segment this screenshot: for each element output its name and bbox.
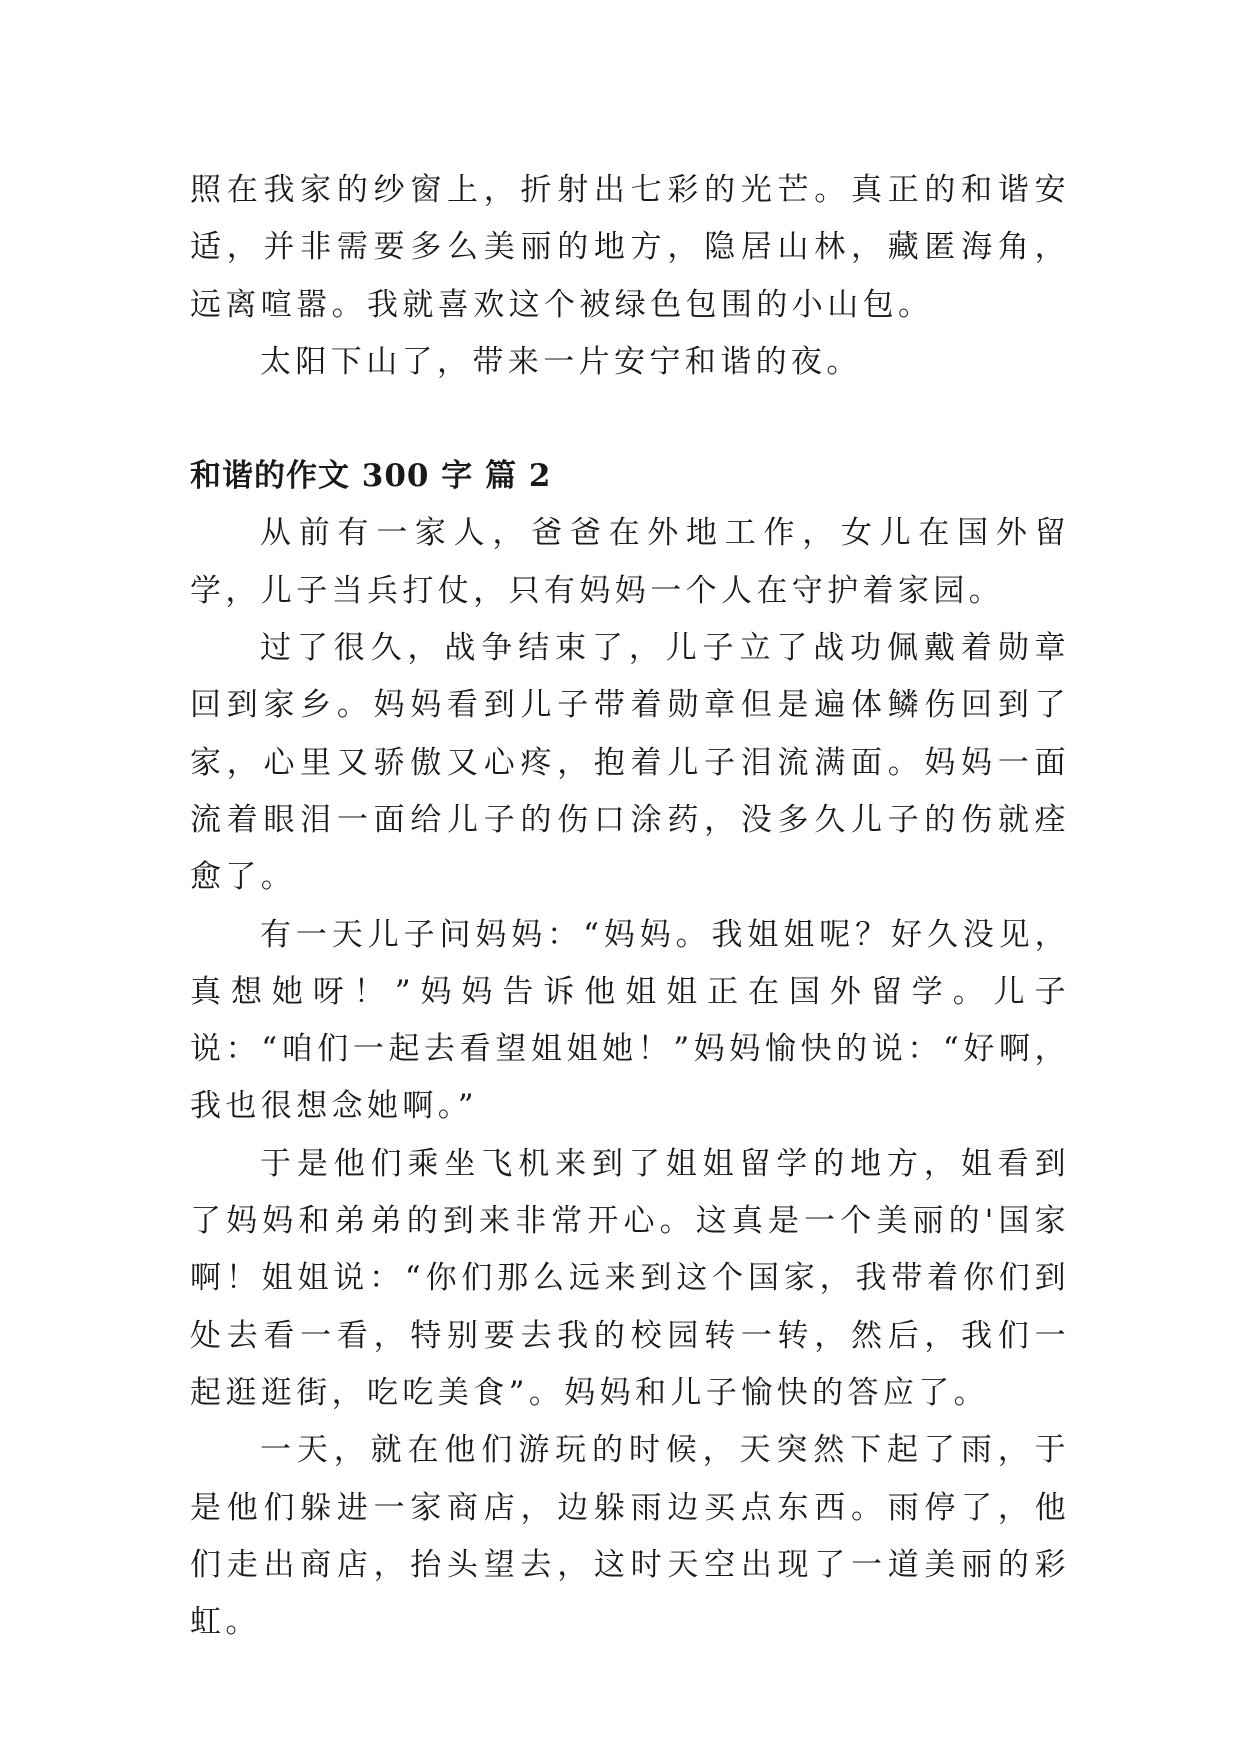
paragraph: 过了很久，战争结束了，儿子立了战功佩戴着勋章回到家乡。妈妈看到儿子带着勋章但是遍体鳞伤回到了家，心里又骄傲又心疼，抱着儿子泪流满面。妈妈一面流着眼泪一面给儿子的伤口涂药，没多久儿子的伤就痊愈了。 (190, 630, 1070, 896)
section-gap (190, 391, 1070, 448)
paragraph: 从前有一家人，爸爸在外地工作，女儿在国外留学，儿子当兵打仗，只有妈妈一个人在守护着家园。 (190, 515, 1070, 609)
paragraph: 于是他们乘坐飞机来到了姐姐留学的地方，姐看到了妈妈和弟弟的到来非常开心。这真是一个美丽的'国家啊！姐姐说：“你们那么远来到这个国家，我带着你们到处去看一看，特别要去我的校园转一转，然后，我们一起逛逛街，吃吃美食”。妈妈和儿子愉快的答应了。 (190, 1145, 1070, 1411)
section-heading: 和谐的作文 300 字 篇 2 (190, 458, 552, 495)
paragraph: 有一天儿子问妈妈：“妈妈。我姐姐呢？好久没见，真想她呀！”妈妈告诉他姐姐正在国外留学。儿子说：“咱们一起去看望姐姐她！”妈妈愉快的说：“好啊，我也很想念她啊。” (190, 916, 1070, 1125)
document-body (190, 162, 1070, 1651)
paragraph: 一天，就在他们游玩的时候，天突然下起了雨，于是他们躲进一家商店，边躲雨边买点东西。雨停了，他们走出商店，抬头望去，这时天空出现了一道美丽的彩虹。 (190, 1432, 1070, 1641)
paragraph-continued: 照在我家的纱窗上，折射出七彩的光芒。真正的和谐安适，并非需要多么美丽的地方，隐居山林，藏匿海角，远离喧嚣。我就喜欢这个被绿色包围的小山包。 (190, 172, 1070, 323)
paragraph: 太阳下山了，带来一片安宁和谐的夜。 (260, 343, 862, 380)
